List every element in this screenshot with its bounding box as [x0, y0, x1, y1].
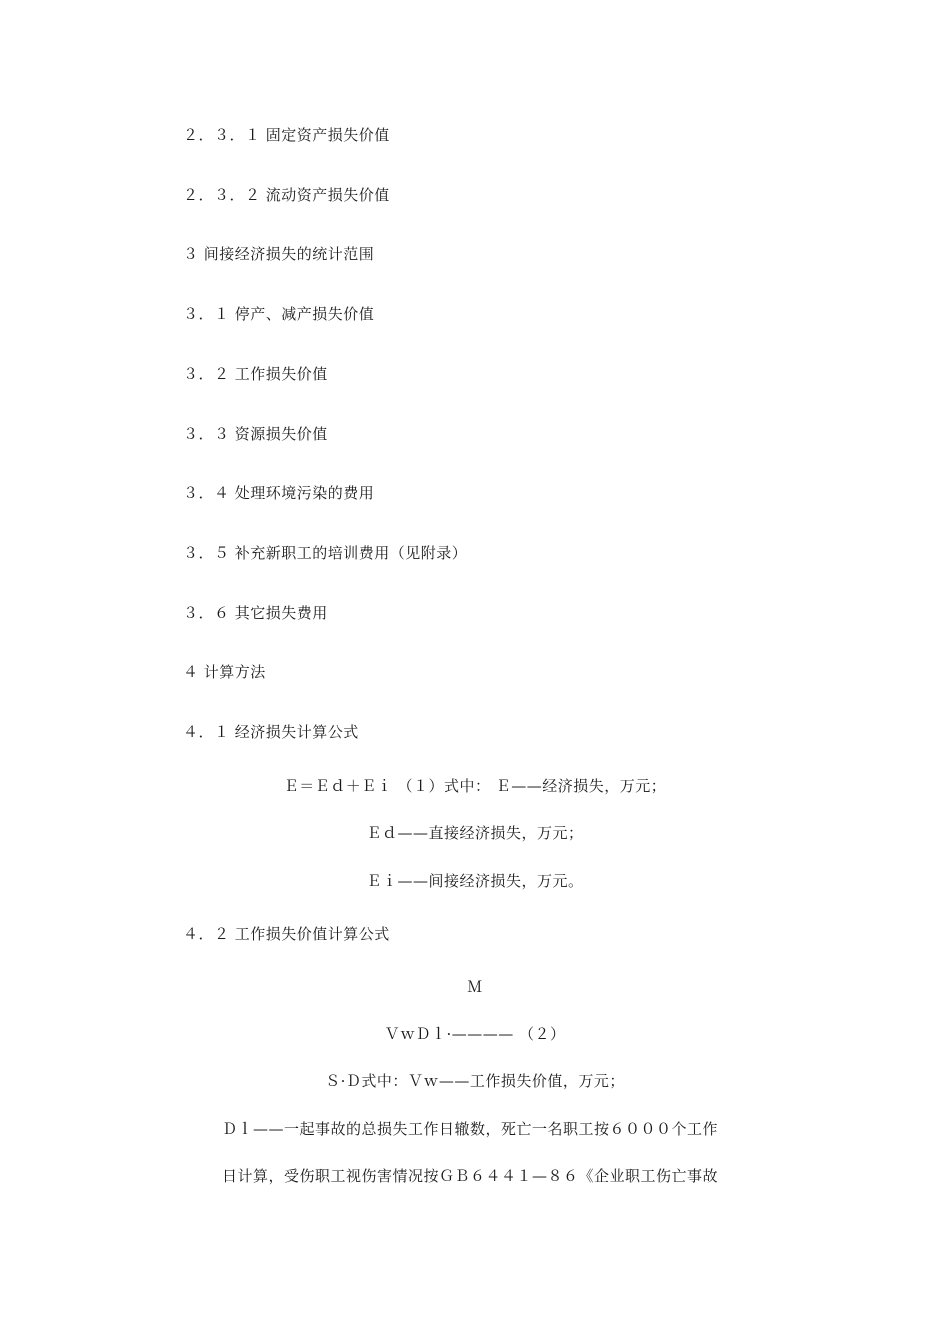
formula-1: Ｅ＝Ｅｄ＋Ｅｉ （１）式中： Ｅ——经济损失，万元；: [283, 777, 667, 795]
section-3-2: ３．２ 工作损失价值: [183, 365, 328, 383]
section-2-3-1: ２．３．１ 固定资产损失价值: [183, 126, 390, 144]
section-4-heading: ４ 计算方法: [183, 663, 266, 681]
section-3-1: ３．１ 停产、减产损失价值: [183, 305, 375, 323]
formula-2: ＶｗＤｌ·———— （２）: [384, 1025, 566, 1043]
formula-2-numerator: Ｍ: [467, 978, 483, 996]
section-3-3: ３．３ 资源损失价值: [183, 425, 328, 443]
section-3-6: ３．６ 其它损失费用: [183, 604, 328, 622]
formula-1-def-ed: Ｅｄ——直接经济损失，万元；: [366, 824, 584, 842]
formula-1-def-ei: Ｅｉ——间接经济损失，万元。: [366, 872, 584, 890]
section-3-heading: ３ 间接经济损失的统计范围: [183, 245, 375, 263]
section-4-2: ４．２ 工作损失价值计算公式: [183, 925, 390, 943]
section-3-5: ３．５ 补充新职工的培训费用（见附录）: [183, 544, 468, 562]
formula-2-denominator: Ｓ·Ｄ式中：Ｖｗ——工作损失价值，万元；: [325, 1072, 625, 1090]
section-3-4: ３．４ 处理环境污染的费用: [183, 484, 375, 502]
paragraph-dl-line-2: 日计算，受伤职工视伤害情况按ＧＢ６４４１—８６《企业职工伤亡事故: [222, 1167, 719, 1185]
paragraph-dl-line-1: Ｄｌ——一起事故的总损失工作日辙数，死亡一名职工按６０００个工作: [222, 1120, 719, 1138]
section-2-3-2: ２．３．２ 流动资产损失价值: [183, 186, 390, 204]
section-4-1: ４．１ 经济损失计算公式: [183, 723, 359, 741]
